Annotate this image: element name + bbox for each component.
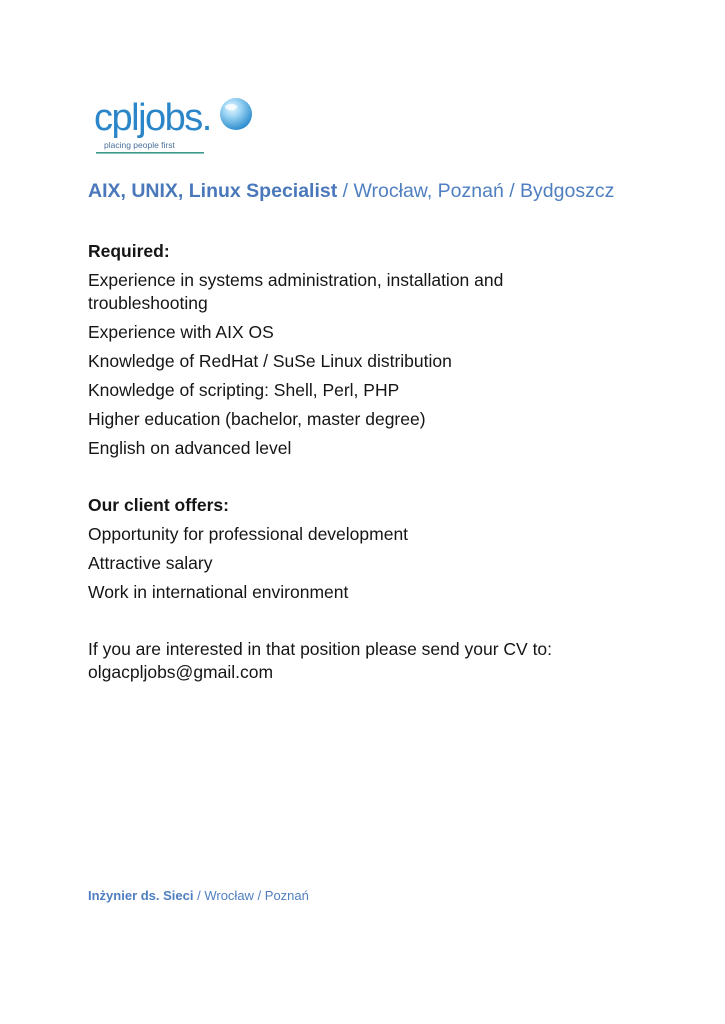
contact-instructions: If you are interested in that position please send your CV to:	[88, 639, 553, 659]
job-locations: / Wrocław, Poznań / Bydgoszcz	[337, 180, 615, 202]
logo-globe-highlight	[225, 104, 237, 110]
required-item: Higher education (bachelor, master degree)	[88, 409, 426, 429]
cpljobs-logo	[94, 90, 264, 158]
logo-globe-icon	[220, 98, 252, 130]
spacer	[88, 466, 648, 494]
required-item: Experience with AIX OS	[88, 322, 274, 342]
logo-graphic	[94, 90, 264, 158]
contact-email[interactable]: olgacpljobs@gmail.com	[88, 662, 274, 682]
footer-position: Inżynier ds. Sieci	[88, 888, 194, 903]
offers-heading: Our client offers:	[88, 495, 229, 515]
logo-tagline: placing people first	[104, 140, 175, 150]
offer-item: Work in international environment	[88, 582, 349, 602]
required-item: Experience in systems administration, installation and troubleshooting	[88, 270, 504, 313]
job-description	[88, 240, 648, 684]
offers-list	[88, 523, 648, 604]
required-list	[88, 269, 648, 460]
offer-item: Opportunity for professional development	[88, 524, 409, 544]
offer-item: Attractive salary	[88, 553, 213, 573]
footer-line	[88, 887, 309, 905]
job-position: AIX, UNIX, Linux Specialist	[88, 180, 338, 202]
job-title	[88, 178, 614, 204]
required-item: Knowledge of RedHat / SuSe Linux distribution	[88, 351, 452, 371]
logo-wordmark: cpljobs.	[94, 97, 211, 139]
required-item: English on advanced level	[88, 438, 292, 458]
logo-underline	[96, 152, 204, 154]
required-item: Knowledge of scripting: Shell, Perl, PHP	[88, 380, 400, 400]
required-heading: Required:	[88, 241, 170, 261]
footer-locations: / Wrocław / Poznań	[193, 888, 309, 903]
spacer	[88, 610, 648, 638]
